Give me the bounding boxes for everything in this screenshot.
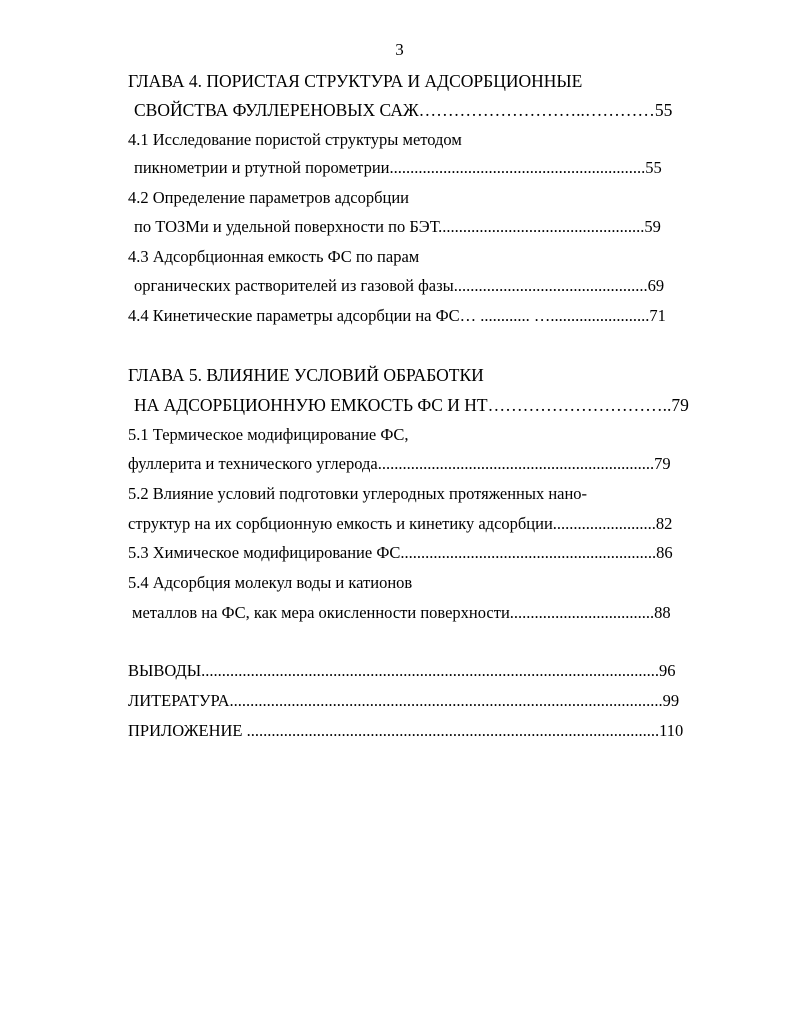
section-4-4: 4.4 Кинетические параметры адсорбции на ФС… ............ …........................71	[128, 306, 666, 325]
section-4-1-line-2: пикнометрии и ртутной порометрии..............................................................55	[134, 158, 662, 177]
section-5-3: 5.3 Химическое модифицирование ФС..............................................................86	[128, 543, 673, 562]
section-4-1-line-1: 4.1 Исследование пористой структуры методом	[128, 130, 462, 149]
section-5-2-line-2: структур на их сорбционную емкость и кинетику адсорбции.........................82	[128, 514, 673, 533]
chapter-4-title-line-1: ГЛАВА 4. ПОРИСТАЯ СТРУКТУРА И АДСОРБЦИОННЫЕ	[128, 71, 583, 91]
section-4-2-line-1: 4.2 Определение параметров адсорбции	[128, 188, 409, 207]
section-4-3-line-2: органических растворителей из газовой фазы...............................................69	[134, 276, 665, 295]
section-5-4-line-1: 5.4 Адсорбция молекул воды и катионов	[128, 573, 413, 592]
conclusions-entry: ВЫВОДЫ...............................................................................................................96	[128, 661, 676, 680]
literature-entry: ЛИТЕРАТУРА.........................................................................................................99	[128, 691, 680, 710]
section-4-2-line-2: по ТОЗМи и удельной поверхности по БЭТ..................................................59	[134, 217, 661, 236]
section-5-4-line-2: металлов на ФС, как мера окисленности поверхности...................................88	[132, 603, 671, 622]
section-5-1-line-1: 5.1 Термическое модифицирование ФС,	[128, 425, 409, 444]
chapter-5-title-line-1: ГЛАВА 5. ВЛИЯНИЕ УСЛОВИЙ ОБРАБОТКИ	[128, 365, 484, 385]
appendix-entry: ПРИЛОЖЕНИЕ ....................................................................................................110	[128, 721, 684, 740]
page-number: 3	[395, 40, 404, 59]
chapter-5-title-line-2: НА АДСОРБЦИОННУЮ ЕМКОСТЬ ФС И НТ…………………………..79	[134, 395, 689, 415]
section-4-3-line-1: 4.3 Адсорбционная емкость ФС по парам	[128, 247, 420, 266]
section-5-2-line-1: 5.2 Влияние условий подготовки углеродных протяженных нано-	[128, 484, 588, 503]
section-5-1-line-2: фуллерита и технического углерода...................................................................79	[128, 454, 671, 473]
chapter-4-title-line-2: СВОЙСТВА ФУЛЛЕРЕНОВЫХ САЖ………………………..…………55	[134, 100, 673, 120]
